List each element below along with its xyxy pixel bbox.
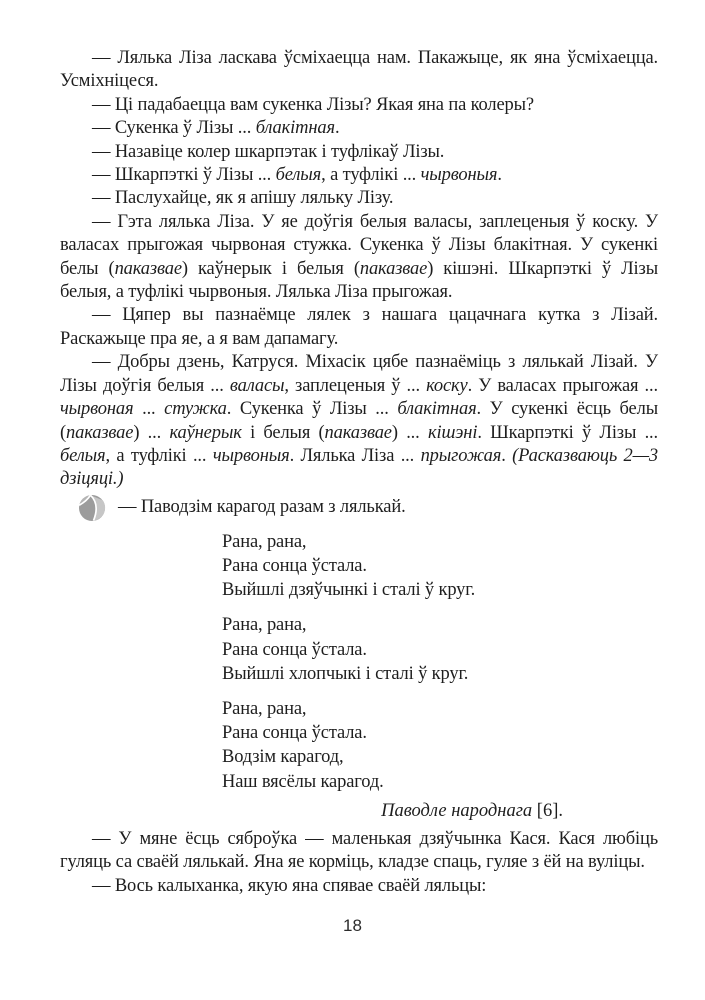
poem-line: Рана, рана, — [222, 615, 307, 636]
text: — Гэта лялька Ліза. У яе доўгія белыя валасы, заплеценыя ў коску. У валасах прыгожая чырвоная стужка. Сукенка ў Лізы блакітная. У сукенкі белы ( — [60, 211, 658, 279]
italic-text: чырвоныя — [420, 165, 498, 186]
text: — Назавіце колер шкарпэтак і туфлікаў Лізы. — [92, 141, 445, 162]
ball-icon — [77, 493, 107, 523]
text: — Лялька Ліза ласкава ўсміхаецца нам. Пакажыце, як яна ўсміхаецца. Усміхніцеся. — [60, 48, 658, 92]
italic-text: паказвае — [114, 258, 182, 279]
text: ) кішэні. Шкарпэткі ў Лізы белыя, а туфлікі чырвоныя. Лялька Ліза прыгожая. — [60, 258, 658, 303]
text: — Паслухайце, як я апішу ляльку Лізу. — [92, 188, 394, 209]
poem-line: Рана, рана, — [222, 698, 307, 719]
poem-stanza — [222, 613, 658, 686]
poem-line: Выйшлі дзяўчынкі і сталі ў круг. — [222, 580, 476, 601]
poem-line: Водзім карагод, — [222, 747, 344, 768]
paragraph — [60, 187, 658, 210]
paragraph — [60, 164, 658, 187]
text: . Шкарпэткі ў Лізы ... — [477, 422, 658, 443]
italic-text: кішэні — [427, 422, 478, 443]
text: . У сукенкі ёсць белы ( — [60, 399, 658, 443]
italic-text: стужка — [164, 399, 227, 420]
attribution-source: Паводле народнага — [381, 800, 533, 821]
text: . — [501, 445, 513, 466]
paragraph — [60, 304, 658, 351]
text: — Цяпер вы пазнаёмце лялек з нашага цацачнага кутка з Лізай. Раскажыце пра яе, а я вам дапамагу. — [60, 305, 658, 349]
paragraph — [60, 94, 658, 117]
poem-line: Рана сонца ўстала. — [222, 723, 367, 744]
italic-text: белыя — [60, 445, 106, 466]
text: ) ... — [133, 422, 170, 443]
text: . — [334, 118, 340, 139]
paragraph — [60, 875, 658, 898]
text: — Шкарпэткі ў Лізы ... — [92, 165, 276, 186]
dialogue-block — [60, 47, 658, 492]
paragraph — [60, 828, 658, 875]
poem — [222, 530, 658, 794]
italic-text: белыя — [275, 165, 322, 186]
text: , заплеценыя ў ... — [284, 375, 427, 396]
attribution-reference: [6]. — [532, 800, 563, 821]
text: . Сукенка ў Лізы ... — [226, 399, 398, 420]
poem-stanza — [222, 530, 658, 603]
text: . — [497, 165, 502, 186]
italic-text: паказвае — [359, 258, 428, 279]
text: . У валасах прыгожая ... — [467, 375, 658, 396]
text: — Сукенка ў Лізы ... — [92, 118, 256, 139]
paragraph — [60, 117, 658, 140]
poem-line: Наш вясёлы карагод. — [222, 771, 384, 792]
italic-text: блакітная — [397, 399, 477, 420]
paragraph — [60, 47, 658, 94]
text: ... — [133, 399, 165, 420]
activity-row — [77, 496, 658, 523]
ball-icon-svg — [77, 493, 107, 523]
italic-text: (Расказваюць 2—3 дзіцяці.) — [60, 445, 659, 490]
poem-attribution — [60, 799, 658, 823]
poem-line: Выйшлі хлопчыкі і сталі ў круг. — [222, 663, 469, 684]
poem-line: Рана сонца ўстала. — [222, 555, 367, 576]
closing-block — [60, 828, 658, 898]
italic-text: чырвоная — [60, 399, 134, 420]
paragraph — [60, 351, 658, 491]
italic-text: каўнерык — [169, 422, 242, 443]
text: ) ... — [391, 422, 428, 443]
italic-text: валасы — [229, 375, 285, 396]
poem-stanza — [222, 697, 658, 794]
text: — Добры дзень, Катруся. Міхасік цябе пазнаёміць з лялькай Лізай. У Лізы доўгія белыя ... — [60, 352, 658, 396]
page-number: 18 — [343, 916, 362, 935]
italic-text: коску — [426, 375, 468, 396]
italic-text: паказвае — [66, 422, 134, 443]
text: — У мяне ёсць сяброўка — маленькая дзяўчынка Кася. Кася любіць гуляць са сваёй лялькай. Яна яе корміць, кладзе спаць, гуляе з ёй на вуліцы. — [60, 828, 658, 873]
text: , а туфлікі ... — [321, 165, 421, 186]
italic-text: чырвоныя — [212, 445, 290, 466]
paragraph — [60, 211, 658, 305]
text: — Вось калыханка, якую яна спявае сваёй ляльцы: — [92, 875, 487, 896]
poem-line: Рана сонца ўстала. — [222, 639, 367, 660]
poem-line: Рана, рана, — [222, 531, 307, 552]
activity-text: — Паводзім карагод разам з лялькай. — [118, 496, 406, 517]
text: ) каўнерык і белыя ( — [181, 258, 360, 279]
text: . Лялька Ліза ... — [289, 445, 421, 466]
paragraph — [60, 141, 658, 164]
text: , а туфлікі ... — [105, 445, 213, 466]
text: і белыя ( — [241, 422, 325, 443]
italic-text: блакітная — [255, 118, 335, 139]
text: — Ці падабаецца вам сукенка Лізы? Якая яна па колеры? — [92, 94, 534, 115]
italic-text: прыгожая — [420, 445, 502, 466]
italic-text: паказвае — [324, 422, 392, 443]
